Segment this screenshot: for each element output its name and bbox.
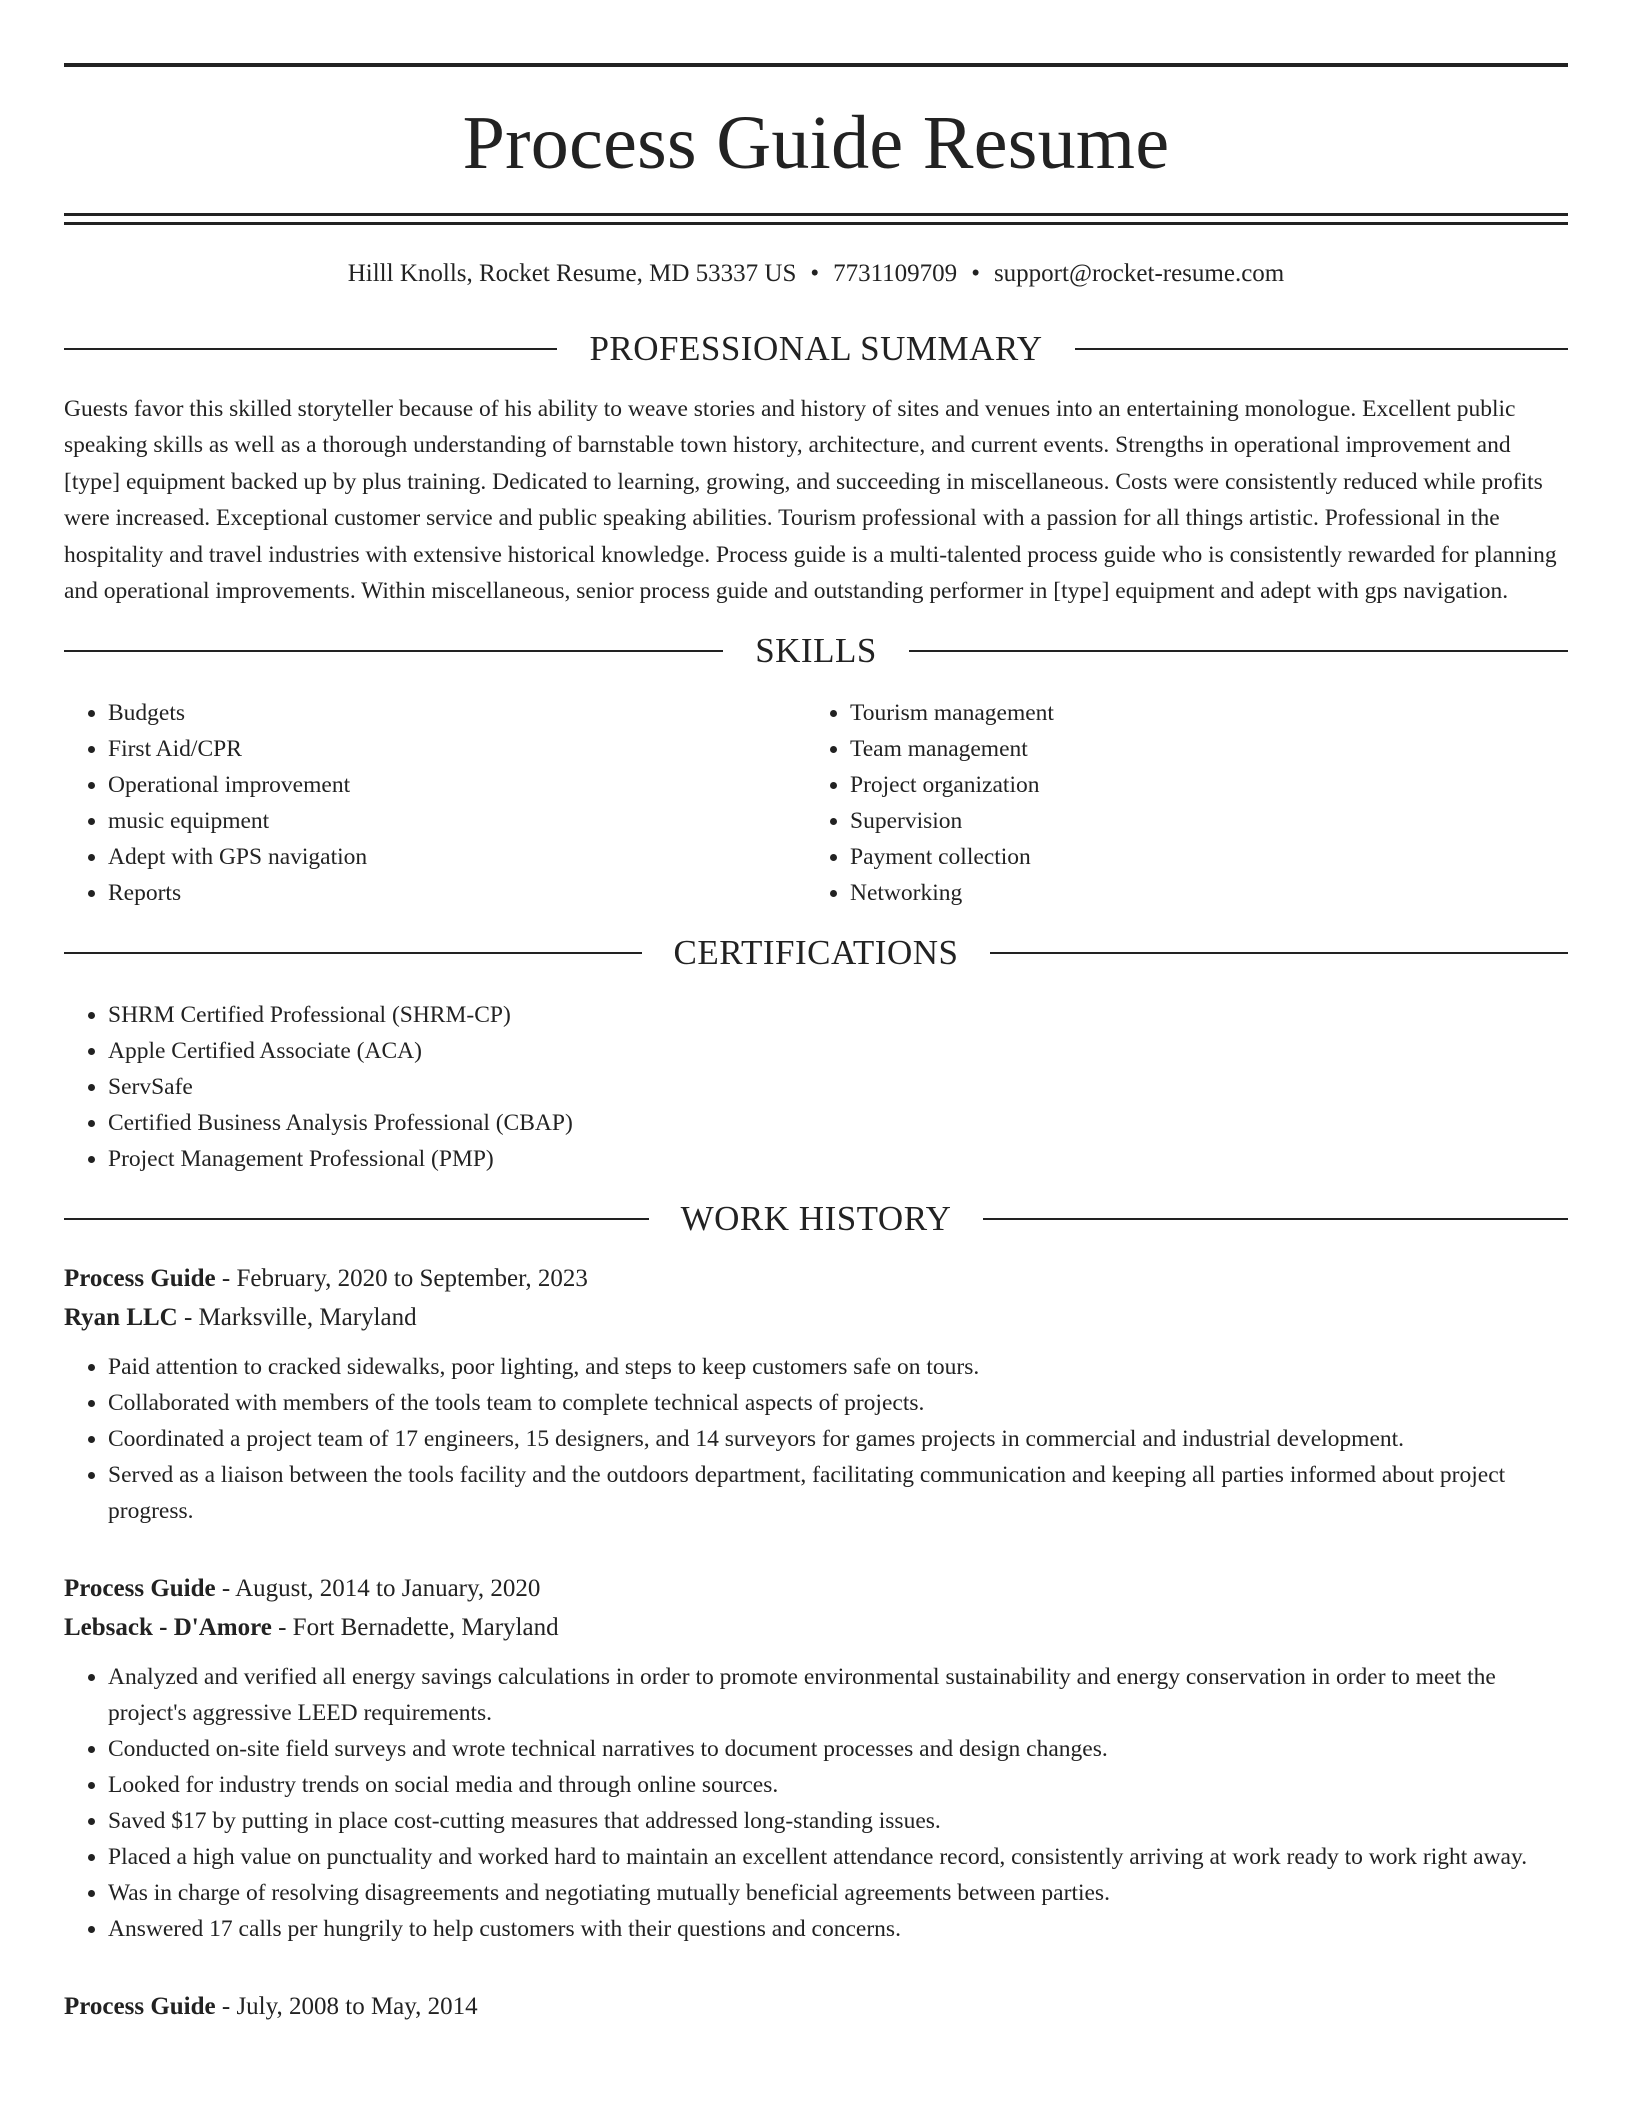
certification-item: • Project Management Professional (PMP) bbox=[108, 1141, 1568, 1177]
job-title-line bbox=[64, 1987, 1568, 2026]
skill-item: • Budgets bbox=[108, 695, 806, 731]
job-dates: - August, 2014 to January, 2020 bbox=[215, 1575, 541, 1603]
certification-item: • Apple Certified Associate (ACA) bbox=[108, 1033, 1568, 1069]
job-dates: - July, 2008 to May, 2014 bbox=[215, 1993, 478, 2021]
contact-line bbox=[64, 259, 1568, 289]
job-title-line bbox=[64, 1569, 1568, 1608]
summary-paragraph: Guests favor this skilled storyteller because of his ability to weave stories and history of sites and venues into an entertaining monologue. Excellent public speaking skills as well as a thorough understanding of barnstable town history, architecture, and current events. Strengths in operational improvement and [type] equipment backed up by plus training. Dedicated to learning, growing, and succeeding in miscellaneous. Costs were consistently reduced while profits were increased. Exceptional customer service and public speaking abilities. Tourism professional with a passion for all things artistic. Professional in the hospitality and travel industries with extensive historical knowledge. Process guide is a multi-talented process guide who is consistently rewarded for planning and operational improvements. Within miscellaneous, senior process guide and outstanding performer in [type] equipment and adept with gps navigation. bbox=[64, 396, 1557, 605]
heading-rule-left bbox=[64, 1218, 649, 1220]
skill-item: • music equipment bbox=[108, 803, 806, 839]
skill-item: • Reports bbox=[108, 875, 806, 911]
skill-item: • Adept with GPS navigation bbox=[108, 839, 806, 875]
job-bullet: • Placed a high value on punctuality and worked hard to maintain an excellent attendance record, consistently arriving at work ready to work right away. bbox=[108, 1839, 1568, 1875]
heading-rule-left bbox=[64, 952, 642, 954]
heading-rule-right bbox=[909, 650, 1568, 652]
section-heading-work-history bbox=[64, 1199, 1568, 1239]
job-location: - Marksville, Maryland bbox=[177, 1304, 417, 1332]
job-bullet: • Paid attention to cracked sidewalks, poor lighting, and steps to keep customers safe on tours. bbox=[108, 1349, 1568, 1385]
skill-item: • First Aid/CPR bbox=[108, 731, 806, 767]
job-bullet: • Served as a liaison between the tools facility and the outdoors department, facilitating communication and keeping all parties informed about project progress. bbox=[108, 1457, 1568, 1529]
page-title: Process Guide Resume bbox=[462, 101, 1170, 185]
heading-rule-left bbox=[64, 650, 723, 652]
job-bullets bbox=[64, 1349, 1568, 1529]
job-title: Process Guide bbox=[64, 1265, 216, 1293]
job-bullets bbox=[64, 1659, 1568, 1947]
job-company-line bbox=[64, 1608, 1568, 1647]
section-heading-label: PROFESSIONAL SUMMARY bbox=[589, 329, 1043, 368]
job-bullet: • Was in charge of resolving disagreements and negotiating mutually beneficial agreements between parties. bbox=[108, 1875, 1568, 1911]
certifications-list bbox=[64, 997, 1568, 1177]
job-bullet: • Looked for industry trends on social media and through online sources. bbox=[108, 1767, 1568, 1803]
skill-item: • Project organization bbox=[850, 767, 1548, 803]
section-heading-summary bbox=[64, 329, 1568, 369]
job-location: - Fort Bernadette, Maryland bbox=[271, 1614, 559, 1642]
contact-email: support@rocket-resume.com bbox=[993, 260, 1285, 287]
top-rule bbox=[64, 63, 1568, 67]
certification-item: • Certified Business Analysis Professional (CBAP) bbox=[108, 1105, 1568, 1141]
contact-separator: • bbox=[971, 260, 980, 287]
section-heading-label: WORK HISTORY bbox=[680, 1199, 952, 1239]
contact-phone: 7731109709 bbox=[833, 260, 958, 287]
job-entry bbox=[64, 1987, 1568, 2026]
job-bullet: • Answered 17 calls per hungrily to help customers with their questions and concerns. bbox=[108, 1911, 1568, 1947]
certification-item: • ServSafe bbox=[108, 1069, 1568, 1105]
certification-item: • SHRM Certified Professional (SHRM-CP) bbox=[108, 997, 1568, 1033]
skill-item: • Operational improvement bbox=[108, 767, 806, 803]
job-bullet: • Saved $17 by putting in place cost-cutting measures that addressed long-standing issues. bbox=[108, 1803, 1568, 1839]
skill-item: • Tourism management bbox=[850, 695, 1548, 731]
section-heading-label: SKILLS bbox=[755, 631, 877, 671]
contact-separator: • bbox=[810, 260, 820, 287]
job-company: Lebsack - D'Amore bbox=[64, 1614, 272, 1642]
job-bullet: • Conducted on-site field surveys and wrote technical narratives to document processes and design changes. bbox=[108, 1731, 1568, 1767]
job-title: Process Guide bbox=[64, 1575, 216, 1603]
job-entry bbox=[64, 1569, 1568, 1947]
job-entry bbox=[64, 1259, 1568, 1529]
job-bullet: • Coordinated a project team of 17 engineers, 15 designers, and 14 surveyors for games projects in commercial and industrial development. bbox=[108, 1421, 1568, 1457]
job-title-line bbox=[64, 1259, 1568, 1298]
job-company-line bbox=[64, 1298, 1568, 1337]
heading-rule-right bbox=[990, 952, 1568, 954]
skills-column-right bbox=[806, 695, 1548, 911]
job-title: Process Guide bbox=[64, 1993, 216, 2021]
job-company: Ryan LLC bbox=[64, 1304, 178, 1332]
title-double-rule bbox=[64, 213, 1568, 225]
skills-column-left bbox=[64, 695, 806, 911]
contact-address: Hilll Knolls, Rocket Resume, MD 53337 US bbox=[347, 260, 797, 287]
heading-rule-right bbox=[983, 1218, 1568, 1220]
section-heading-certifications bbox=[64, 933, 1568, 973]
job-dates: - February, 2020 to September, 2023 bbox=[215, 1265, 588, 1293]
resume-page bbox=[64, 0, 1568, 2026]
section-heading-skills bbox=[64, 631, 1568, 671]
skill-item: • Payment collection bbox=[850, 839, 1548, 875]
job-bullet: • Analyzed and verified all energy savings calculations in order to promote environmental sustainability and energy conservation in order to meet the project's aggressive LEED requirements. bbox=[108, 1659, 1568, 1731]
skills-list bbox=[64, 695, 1568, 911]
skill-item: • Networking bbox=[850, 875, 1548, 911]
job-bullet: • Collaborated with members of the tools team to complete technical aspects of projects. bbox=[108, 1385, 1568, 1421]
heading-rule-left bbox=[64, 348, 557, 350]
skill-item: • Team management bbox=[850, 731, 1548, 767]
heading-rule-right bbox=[1075, 348, 1568, 350]
skill-item: • Supervision bbox=[850, 803, 1548, 839]
section-heading-label: CERTIFICATIONS bbox=[673, 933, 959, 973]
